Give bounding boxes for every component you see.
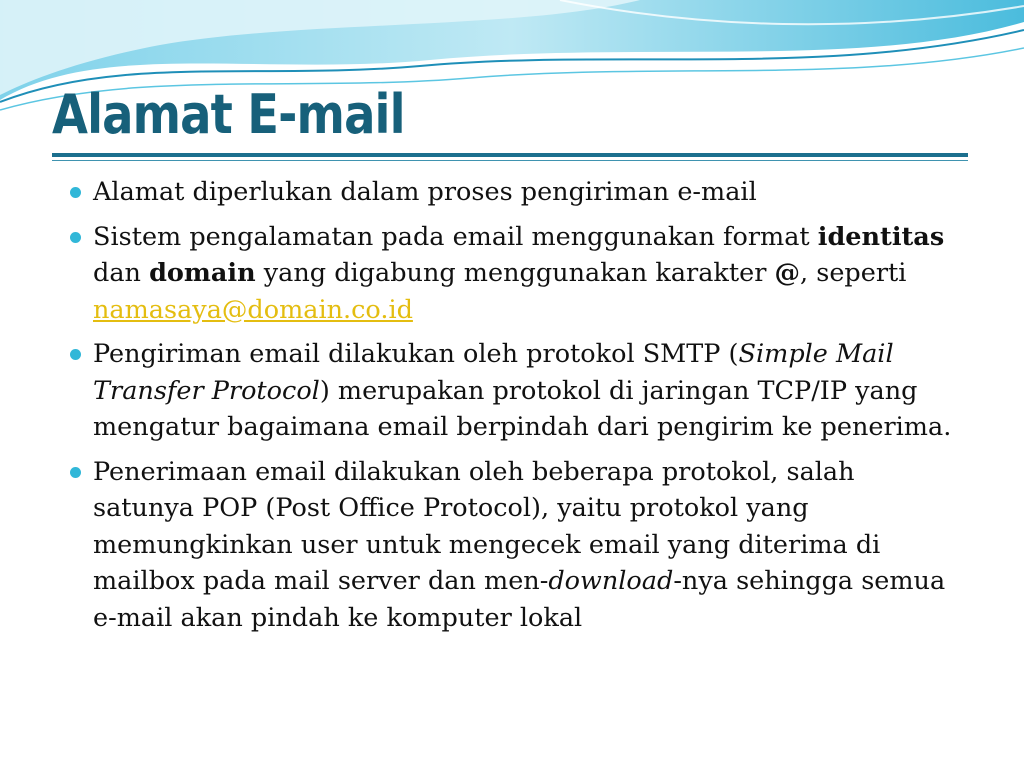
bullet-dot-icon (70, 467, 81, 478)
bullet-text: dan (93, 258, 150, 288)
bullet-text: , seperti (800, 258, 907, 288)
bullet-list (70, 174, 960, 644)
bullet-text: Pengiriman email dilakukan oleh protokol SMTP ( (93, 339, 739, 369)
title-underline-thick (52, 153, 968, 157)
bullet-text: Alamat diperlukan dalam proses pengiriman e-mail (93, 177, 757, 207)
bold-term-domain: domain (149, 258, 256, 288)
italic-smtp-expansion: Simple Mail Transfer Protocol (93, 339, 894, 406)
bullet-item (70, 454, 960, 637)
bullet-text: yang digabung menggunakan karakter (255, 258, 775, 288)
title-underline-thin (52, 160, 968, 161)
bullet-item (70, 174, 960, 211)
bullet-item (70, 336, 960, 446)
email-example-link[interactable]: namasaya@domain.co.id (93, 294, 413, 325)
bullet-item (70, 219, 960, 329)
bullet-text: -nya sehingga semua e-mail akan pindah ke komputer lokal (93, 566, 946, 633)
slide-title: Alamat E-mail (52, 83, 405, 146)
italic-download: download (548, 566, 674, 596)
bold-term-identitas: identitas (817, 221, 945, 252)
bold-at-symbol: @ (774, 258, 801, 288)
bullet-text: ) merupakan protokol di jaringan TCP/IP yang mengatur bagaimana email berpindah dari pengirim ke penerima. (93, 375, 952, 442)
bullet-text: Sistem pengalamatan pada email menggunakan format (93, 221, 818, 252)
bullet-dot-icon (70, 187, 81, 198)
bullet-dot-icon (70, 232, 81, 243)
bullet-text: Penerimaan email dilakukan oleh beberapa protokol, salah satunya POP (Post Office Protocol), yaitu protokol yang memungkinkan user untuk mengecek email yang diterima di mailbox pada mail server dan men- (93, 456, 881, 596)
bullet-dot-icon (70, 349, 81, 360)
